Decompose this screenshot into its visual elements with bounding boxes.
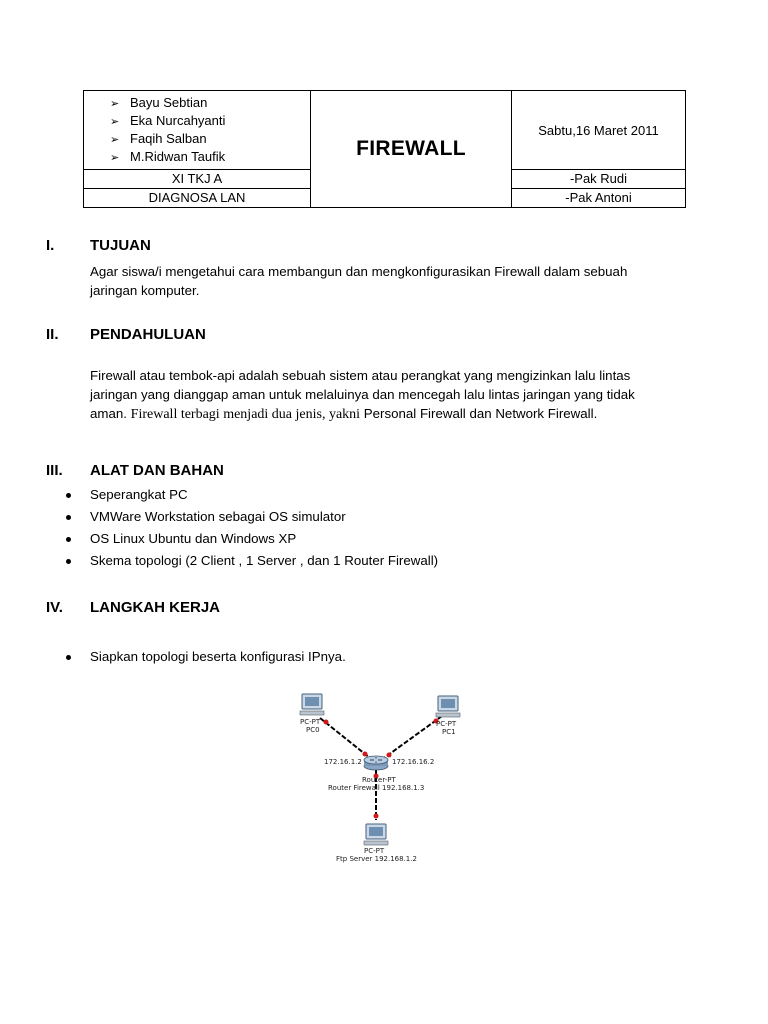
router-icon (364, 756, 388, 770)
arrow-bullet-icon: ➢ (110, 116, 120, 128)
port-indicator (374, 814, 379, 819)
network-topology-diagram (290, 688, 490, 873)
bullet-icon (66, 537, 71, 542)
teacher-2-cell: -Pak Antoni (512, 189, 686, 208)
steps-list (0, 646, 346, 668)
section-1-text: Agar siswa/i mengetahui cara membangun dan mengkonfigurasikan Firewall dalam sebuah jaringan komputer. (90, 264, 628, 298)
member-item: ➢ M.Ridwan Taufik (110, 148, 310, 166)
list-item: Seperangkat PC (0, 484, 438, 506)
link-pc1-router (384, 716, 442, 758)
pc1-type-label: PC-PT (436, 720, 457, 728)
port-indicator (324, 720, 329, 725)
date-cell: Sabtu,16 Maret 2011 (512, 91, 686, 170)
router-name-label: Router Firewall 192.168.1.3 (328, 784, 425, 792)
section-2-title: PENDAHULUAN (90, 326, 206, 343)
list-item: Skema topologi (2 Client , 1 Server , dan 1 Router Firewall) (0, 550, 438, 572)
ip-left-label: 172.16.1.2 (324, 758, 362, 766)
header-table (83, 90, 686, 208)
subject-cell: DIAGNOSA LAN (84, 189, 311, 208)
bullet-icon (66, 559, 71, 564)
bullet-icon (66, 493, 71, 498)
section-3-number: III. (46, 462, 63, 479)
member-item: ➢ Eka Nurcahyanti (110, 112, 310, 130)
pc1-name-label: PC1 (442, 728, 456, 736)
materials-list (0, 484, 438, 572)
pc1-icon (436, 696, 460, 717)
server-icon (364, 824, 388, 845)
bullet-icon (66, 515, 71, 520)
server-type-label: PC-PT (364, 847, 385, 855)
router-type-label: Router-PT (362, 776, 396, 784)
port-indicator (363, 752, 368, 757)
section-1-number: I. (46, 237, 55, 254)
server-name-label: Ftp Server 192.168.1.2 (336, 855, 417, 863)
section-2-text-part-c: Personal Firewall dan Network Firewall. (363, 406, 598, 421)
arrow-bullet-icon: ➢ (110, 152, 120, 164)
teacher-1-cell: -Pak Rudi (512, 170, 686, 189)
section-1-title: TUJUAN (90, 237, 151, 254)
section-2-text-part-a: Firewall atau tembok-api adalah sebuah sistem atau perangkat yang mengizinkan lalu lintas jaringan yang dianggap aman untuk melaluinya dan mencegah lalu lintas jaringan yang tidak aman. (90, 368, 635, 421)
section-2-text-part-b: Firewall terbagi menjadi dua jenis, yakni (130, 407, 361, 422)
member-item: ➢ Faqih Salban (110, 130, 310, 148)
bullet-icon (66, 655, 71, 660)
arrow-bullet-icon: ➢ (110, 134, 120, 146)
pc0-name-label: PC0 (306, 726, 320, 734)
section-4-number: IV. (46, 599, 63, 616)
list-item: VMWare Workstation sebagai OS simulator (0, 506, 438, 528)
pc0-icon (300, 694, 324, 715)
member-item: ➢ Bayu Sebtian (110, 94, 310, 112)
section-2-number: II. (46, 326, 59, 343)
class-cell: XI TKJ A (84, 170, 311, 189)
list-item: Siapkan topologi beserta konfigurasi IPnya. (0, 646, 346, 668)
section-4-title: LANGKAH KERJA (90, 599, 221, 616)
port-indicator (387, 753, 392, 758)
document-title: FIREWALL (311, 91, 512, 208)
section-2-text (90, 366, 670, 424)
arrow-bullet-icon: ➢ (110, 98, 120, 110)
members-cell (84, 91, 311, 170)
list-item: OS Linux Ubuntu dan Windows XP (0, 528, 438, 550)
ip-right-label: 172.16.16.2 (392, 758, 435, 766)
pc0-type-label: PC-PT (300, 718, 321, 726)
section-3-title: ALAT DAN BAHAN (90, 462, 224, 479)
